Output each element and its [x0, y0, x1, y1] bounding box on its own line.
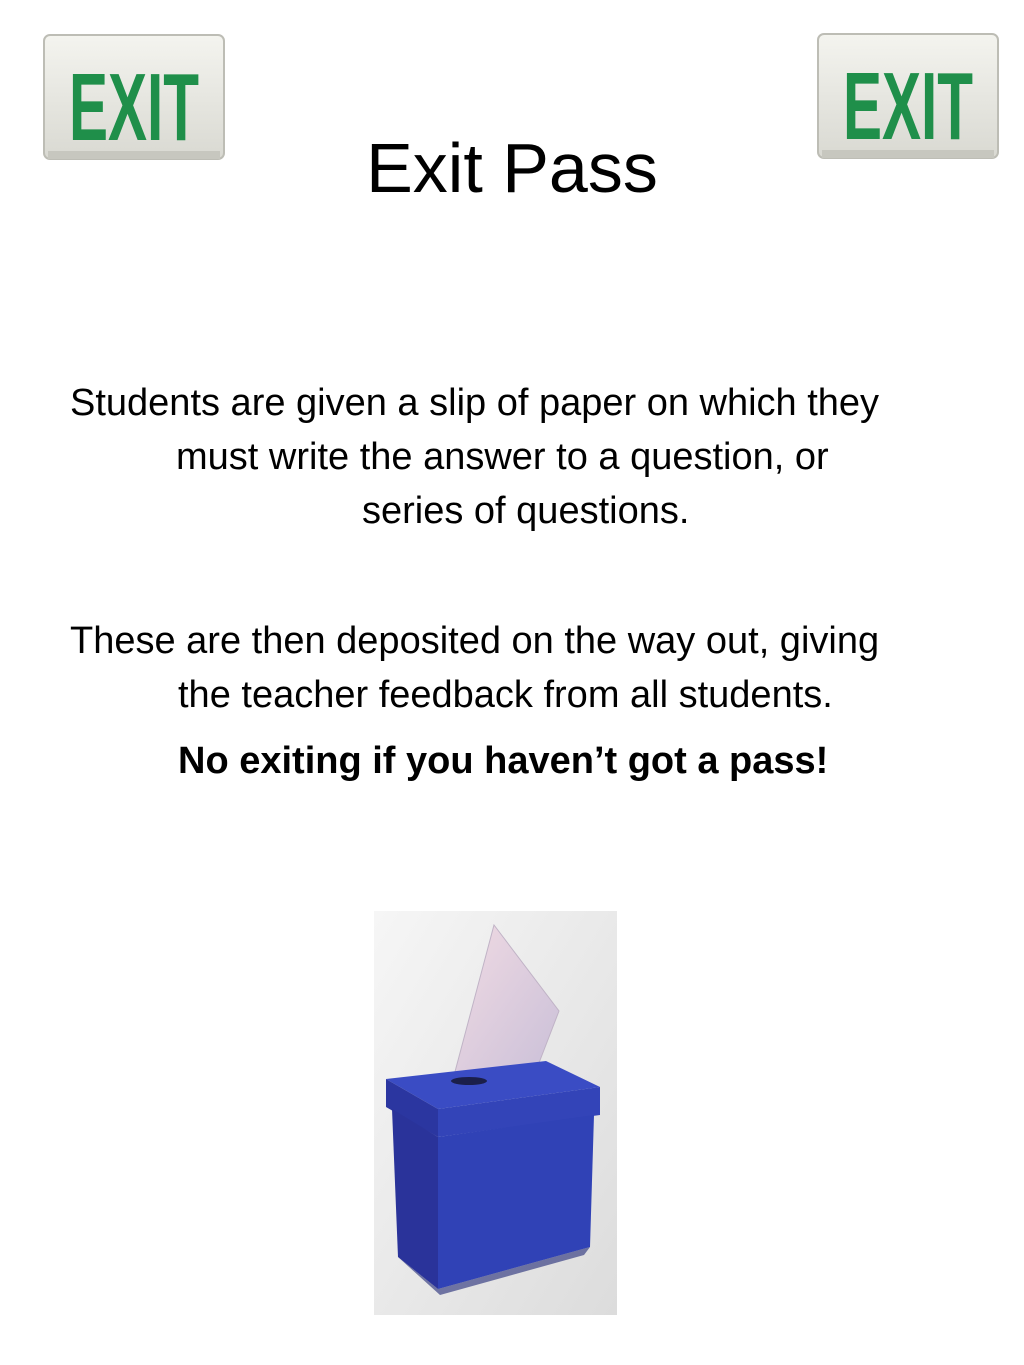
- exit-sign-text: EXIT: [843, 53, 973, 160]
- exit-sign-text: EXIT: [69, 54, 199, 161]
- paragraph-line: the teacher feedback from all students.: [178, 674, 833, 716]
- page-title: Exit Pass: [366, 129, 658, 207]
- paragraph-description: [0, 376, 1024, 538]
- ballot-box-image: [374, 911, 617, 1315]
- paragraph-line: must write the answer to a question, or: [176, 436, 829, 478]
- paragraph-deposit: [0, 614, 1024, 722]
- paragraph-line: series of questions.: [362, 490, 690, 532]
- emphasis-text: No exiting if you haven’t got a pass!: [178, 740, 829, 782]
- paragraph-line: Students are given a slip of paper on which they: [70, 382, 880, 424]
- paragraph-line: These are then deposited on the way out, giving: [70, 620, 880, 662]
